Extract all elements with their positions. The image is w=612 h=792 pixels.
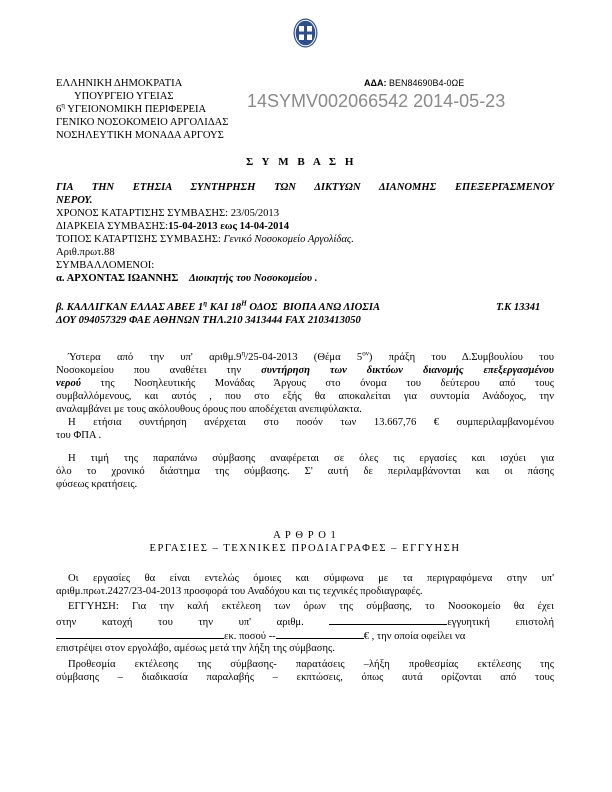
paragraph-1-line-5: αναλαμβάνει με τους ακόλουθους όρους που αποδέχεται ανεπιφύλακτα. [56, 404, 362, 415]
guarantee-line-1: ΕΓΓΥΗΣΗ: Για την καλή εκτέλεση των όρων της σύμβασης, το Νοσοκομείο θα έχει [68, 601, 554, 612]
guarantee-amount-label: εκ. ποσού -- [224, 631, 276, 642]
subject-line-2: ΝΕΡΟΥ. [56, 195, 93, 206]
header-unit: ΝΟΣΗΛΕΥΤΙΚΗ ΜΟΝΑΔΑ ΑΡΓΟΥΣ [56, 130, 224, 141]
guarantee-line-4: επιστρέψει στον εργολάβο, αμέσως μετά την λήξη της σύμβασης. [56, 643, 335, 654]
header-hospital: ΓΕΝΙΚΟ ΝΟΣΟΚΟΜΕΙΟ ΑΡΓΟΛΙΔΑΣ [56, 117, 229, 128]
guarantee-issuer-blank [56, 628, 224, 639]
guarantee-line-2 [56, 614, 554, 629]
paragraph-1-line-2 [56, 364, 554, 377]
party-b-postcode: Τ.Κ 13341 [496, 302, 541, 313]
article-1-line-1: Οι εργασίες θα είναι εντελώς όμοιες και σύμφωνα με τα περιγραφόμενα στην υπ' [68, 573, 554, 584]
guarantee-text-c: € , την οποία οφείλει να [363, 631, 466, 642]
p1-emph-water: νερού [56, 378, 81, 389]
paragraph-1-line-3 [56, 377, 554, 390]
paragraph-1-line-4: συμβαλλόμενους, και αυτός , που στο εξής θα αποκαλείται για συντομία Ανάδοχος, την [56, 391, 554, 402]
place-label: ΤΟΠΟΣ ΚΑΤΑΡΤΙΣΗΣ ΣΥΜΒΑΣΗΣ: [56, 234, 221, 245]
ada-value: ΒΕΝ84690Β4-0ΩΕ [388, 78, 465, 88]
document-title: Σ Υ Μ Β Α Σ Η [246, 156, 357, 168]
article-heading: ΕΡΓΑΣΙΕΣ – ΤΕΧΝΙΚΕΣ ΠΡΟΔΙΑΓΡΑΦΕΣ – ΕΓΓΥΗΣΗ [149, 543, 461, 554]
guarantee-number-blank [329, 614, 447, 625]
header-ministry: ΥΠΟΥΡΓΕΙΟ ΥΓΕΙΑΣ [74, 91, 174, 102]
p1-emph-maintenance: συντήρηση των δικτύων διανομής επεξεργασμένου [261, 365, 554, 376]
ada-code [364, 78, 464, 88]
paragraph-3-line-3: φύσεως κρατήσεις. [56, 479, 138, 490]
party-a-name: α. ΑΡΧΟΝΤΑΣ ΙΩΑΝΝΗΣ [56, 273, 179, 284]
guarantee-text-b: εγγυητική επιστολή [447, 617, 554, 628]
party-b-line-2: ΔΟΥ 094057329 ΦΑΕ ΑΘΗΝΩΝ ΤΗΛ.210 3413444 FAX 2103413050 [56, 315, 361, 326]
place-value: Γενικό Νοσοκομείο Αργολίδας. [223, 234, 354, 245]
paragraph-3-line-1: Η τιμή της παραπάνω σύμβασης αναφέρεται σε όλες τις εργασίες και ισχύει για [68, 453, 554, 464]
duration-value: 15-04-2013 εως 14-04-2014 [168, 221, 290, 232]
paragraph-2-line-1: Η ετήσια συντήρηση ανέρχεται στο ποσόν των 13.667,76 € συμπεριλαμβανομένου [68, 417, 554, 428]
greek-emblem-icon [293, 18, 318, 48]
paragraph-1-line-1: Ύστερα από την υπ' $\alpha\rho\iota\theta\mu.9^\eta/25-04-2013$ (Θέμα $5^{o\nu}$) πράξη του Δ.Συμβουλίου του [68, 349, 554, 363]
protocol-number: Αριθ.πρωτ.88 [56, 247, 115, 258]
article-number: Α Ρ Θ Ρ Ο 1 [273, 530, 337, 541]
contract-duration [56, 220, 289, 233]
party-a [56, 272, 317, 285]
p1-text-b: της Νοσηλευτικής Μονάδας Άργους στο όνομα του δεύτερου από τους [100, 378, 554, 389]
parties-label: ΣΥΜΒΑΛΛΟΜΕΝΟΙ: [56, 260, 155, 271]
drafting-place [56, 233, 354, 246]
party-a-role: Διοικητής του Νοσοκομείου . [188, 273, 318, 284]
header-region: $6^\eta$ ΥΓΕΙΟΝΟΜΙΚΗ ΠΕΡΙΦΕΡΕΙΑ [56, 101, 207, 115]
stamp-watermark: 14SYMV002066542 2014-05-23 [247, 91, 506, 111]
deadline-line-1: Προθεσμία εκτέλεσης της σύμβασης- παρατάσεις –λήξη προθεσμίας εκτέλεσης της [68, 659, 554, 670]
deadline-line-2: σύμβασης – διαδικασία παραλαβής – εκπτώσεις, όπως αυτά ορίζονται από τους [56, 672, 554, 683]
paragraph-3-line-2: όλο το χρονικό διάστημα της σύμβασης. Σ' αυτή δε περιλαμβάνονται και οι πάσης [56, 466, 554, 477]
guarantee-text-a: στην κατοχή του την υπ' αριθμ. [56, 617, 304, 628]
guarantee-line-3 [56, 628, 465, 643]
drafting-time: ΧΡΟΝΟΣ ΚΑΤΑΡΤΙΣΗΣ ΣΥΜΒΑΣΗΣ: 23/05/2013 [56, 208, 280, 219]
p1-text-a: Νοσοκομείου που αναθέτει την [56, 365, 242, 376]
header-country: ΕΛΛΗΝΙΚΗ ΔΗΜΟΚΡΑΤΙΑ [56, 78, 183, 89]
guarantee-amount-blank [276, 628, 364, 639]
party-b-line-1: β. ΚΑΛΛΙΓΚΑΝ ΕΛΛΑΣ ΑΒΕΕ $1^\eta$ ΚΑΙ $18^H$ ΟΔΟΣ ΒΙΟΠΑ ΑΝΩ ΛΙΟΣΙΑ [56, 299, 381, 313]
subject-line-1: ΓΙΑ ΤΗΝ ΕΤΗΣΙΑ ΣΥΝΤΗΡΗΣΗ ΤΩΝ ΔΙΚΤΥΩΝ ΔΙΑΝΟΜΗΣ ΕΠΕΞΕΡΓΑΣΜΕΝΟΥ [56, 182, 554, 193]
article-1-line-2: αριθμ.πρωτ.2427/23-04-2013 προσφορά του Αναδόχου και τις τεχνικές προδιαγραφές. [56, 586, 423, 597]
ada-label: ΑΔΑ: [364, 78, 387, 88]
paragraph-2-line-2: του ΦΠΑ . [56, 430, 102, 441]
duration-label: ΔΙΑΡΚΕΙΑ ΣΥΜΒΑΣΗΣ: [56, 221, 169, 232]
